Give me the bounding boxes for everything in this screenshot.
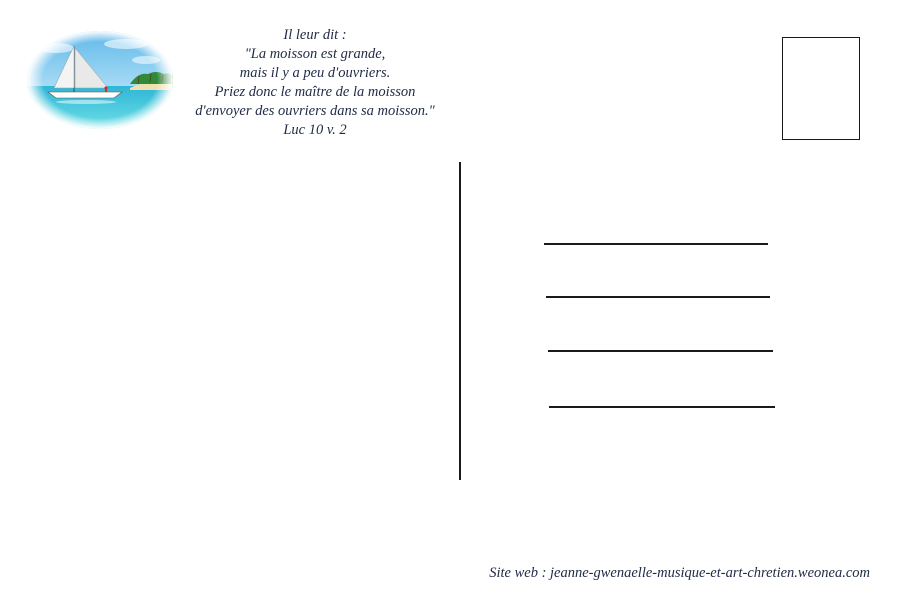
website-footer: Site web : jeanne-gwenaelle-musique-et-art-chretien.weonea.com (489, 565, 870, 581)
sailboat-seascape-icon (26, 30, 174, 130)
stamp-box (782, 37, 860, 140)
quote-line: mais il y a peu d'ouvriers. (239, 65, 391, 81)
sailboat-illustration (26, 30, 174, 130)
quote-line: Il leur dit : (283, 27, 347, 43)
address-line (548, 350, 773, 352)
quote-line: d'envoyer des ouvriers dans sa moisson." (195, 103, 435, 119)
address-line (546, 296, 770, 298)
vertical-divider (459, 162, 461, 480)
quote-line: Priez donc le maître de la moisson (214, 84, 416, 100)
bible-quote (180, 26, 450, 140)
quote-reference: Luc 10 v. 2 (283, 122, 347, 138)
quote-line: "La moisson est grande, (244, 46, 386, 62)
address-line (549, 406, 775, 408)
address-line (544, 243, 768, 245)
